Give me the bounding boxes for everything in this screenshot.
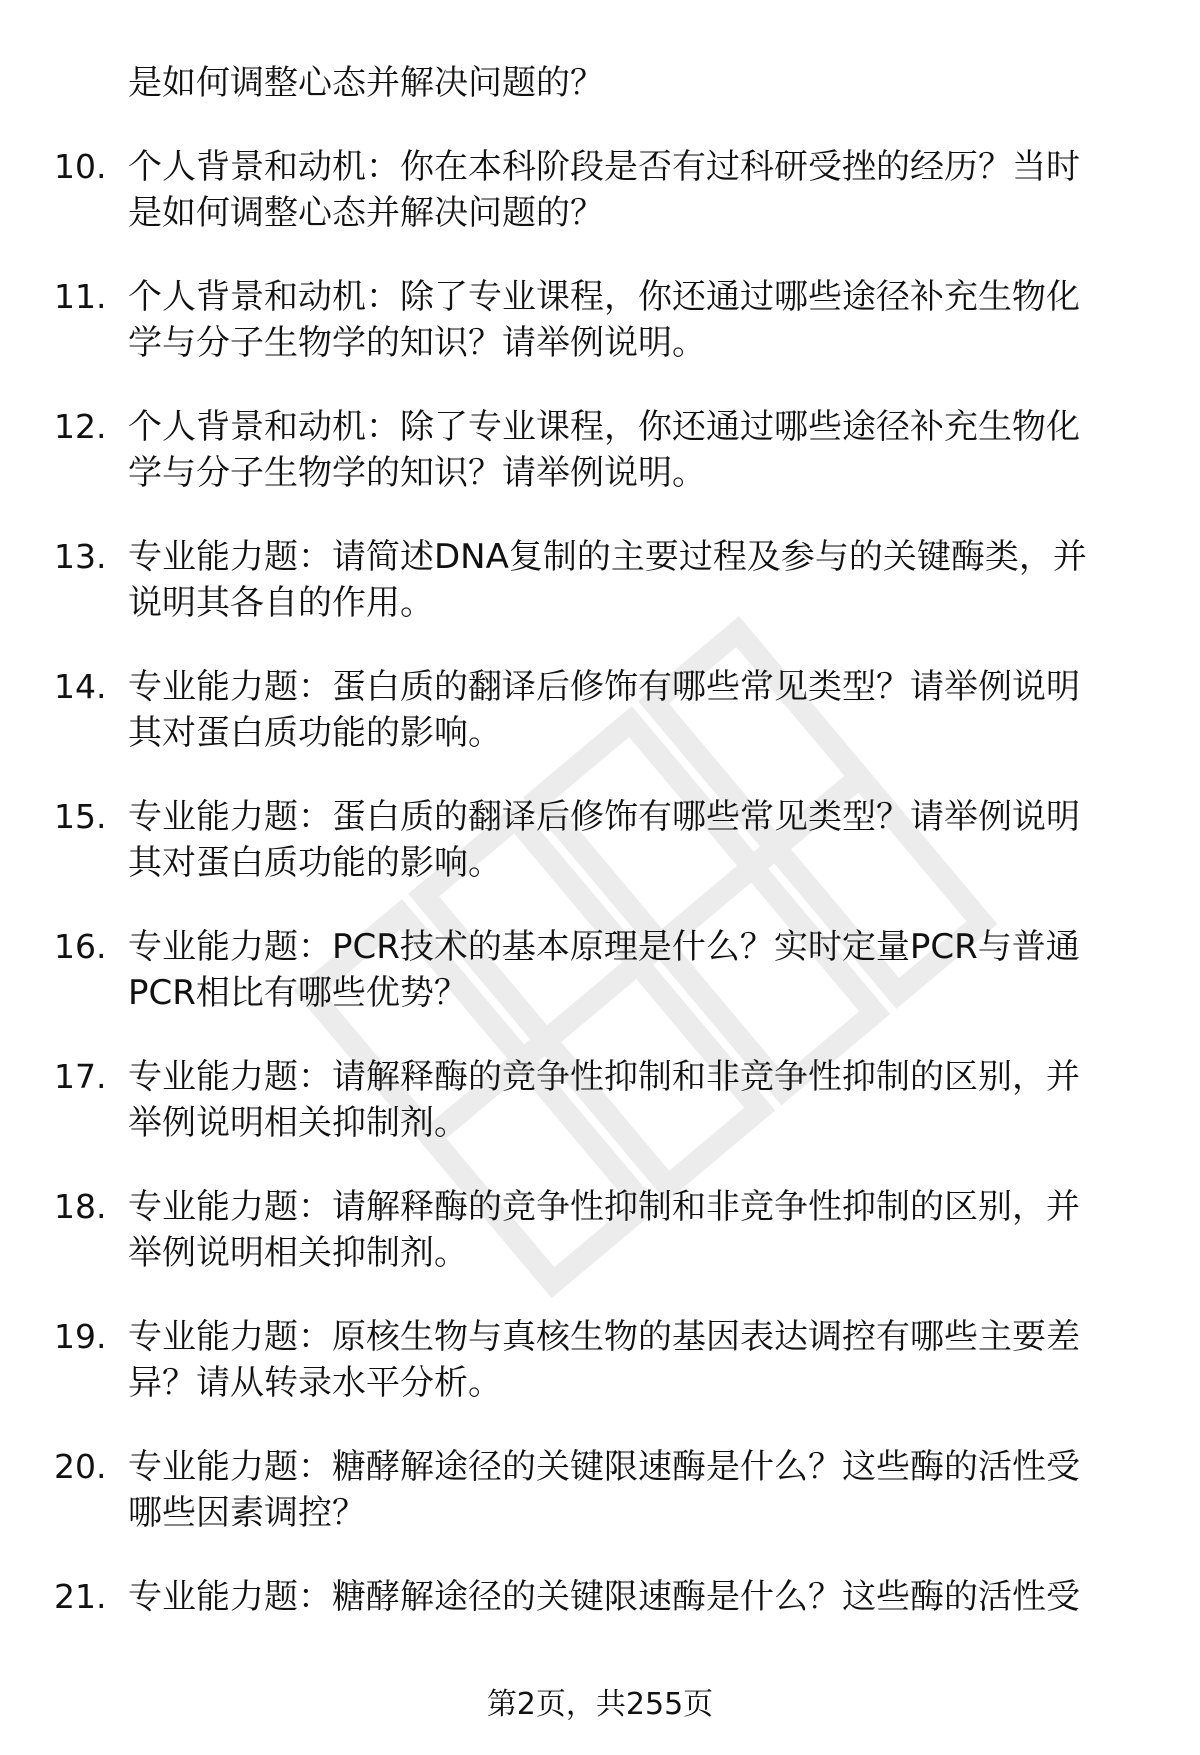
item-text-line: 个人背景和动机：你在本科阶段是否有过科研受挫的经历？当时 (128, 147, 1080, 187)
question-list-content (0, 60, 1200, 1620)
list-item (0, 924, 1200, 1016)
item-text-line: 其对蛋白质功能的影响。 (128, 843, 502, 883)
item-text-line: 异？请从转录水平分析。 (128, 1363, 502, 1403)
item-text-line: 是如何调整心态并解决问题的？ (128, 193, 604, 233)
item-text-line: 其对蛋白质功能的影响。 (128, 713, 502, 753)
list-item (0, 274, 1200, 366)
list-item (0, 404, 1200, 496)
item-text-line: 专业能力题：蛋白质的翻译后修饰有哪些常见类型？请举例说明 (128, 797, 1080, 837)
item-text-line: 学与分子生物学的知识？请举例说明。 (128, 453, 706, 493)
item-text-line: 专业能力题：请解释酶的竞争性抑制和非竞争性抑制的区别，并 (128, 1187, 1080, 1227)
list-item (0, 1574, 1200, 1620)
item-text-line: 专业能力题：原核生物与真核生物的基因表达调控有哪些主要差 (128, 1317, 1080, 1357)
item-number: 16. (54, 927, 107, 966)
item-number: 12. (54, 407, 107, 446)
question-list (0, 144, 1200, 1620)
page-footer: 第2页，共255页 (486, 1687, 714, 1722)
item-number: 17. (54, 1057, 107, 1096)
item-number: 11. (54, 277, 107, 316)
list-item (0, 1184, 1200, 1276)
list-item (0, 144, 1200, 236)
item-text-line: 专业能力题：蛋白质的翻译后修饰有哪些常见类型？请举例说明 (128, 667, 1080, 707)
item-text-line: 举例说明相关抑制剂。 (128, 1233, 468, 1273)
item-number: 20. (54, 1447, 107, 1486)
item-number: 10. (54, 147, 107, 186)
item-number: 14. (54, 667, 107, 706)
item-text-line: 说明其各自的作用。 (128, 583, 434, 623)
item-number: 13. (54, 537, 107, 576)
item-text-line: 专业能力题：请解释酶的竞争性抑制和非竞争性抑制的区别，并 (128, 1057, 1080, 1097)
list-item (0, 534, 1200, 626)
item-text-line: 专业能力题：糖酵解途径的关键限速酶是什么？这些酶的活性受 (128, 1447, 1080, 1487)
item-number: 19. (54, 1317, 107, 1356)
item-text-line: 专业能力题：PCR技术的基本原理是什么？实时定量PCR与普通 (128, 927, 1080, 967)
item-text-line: PCR相比有哪些优势？ (128, 973, 468, 1013)
item-text-line: 个人背景和动机：除了专业课程，你还通过哪些途径补充生物化 (128, 277, 1080, 317)
item-number: 18. (54, 1187, 107, 1226)
continuation-line: 是如何调整心态并解决问题的？ (128, 63, 604, 103)
item-number: 21. (54, 1577, 107, 1616)
item-text-line: 学与分子生物学的知识？请举例说明。 (128, 323, 706, 363)
item-number: 15. (54, 797, 107, 836)
item-text-line: 举例说明相关抑制剂。 (128, 1103, 468, 1143)
list-item (0, 664, 1200, 756)
list-item (0, 794, 1200, 886)
list-item (0, 1444, 1200, 1536)
item-text-line: 个人背景和动机：除了专业课程，你还通过哪些途径补充生物化 (128, 407, 1080, 447)
list-item (0, 1054, 1200, 1146)
item-text-line: 哪些因素调控？ (128, 1493, 366, 1533)
list-item (0, 1314, 1200, 1406)
item-text-line: 专业能力题：请简述DNA复制的主要过程及参与的关键酶类，并 (128, 537, 1087, 577)
item-text-line: 专业能力题：糖酵解途径的关键限速酶是什么？这些酶的活性受 (128, 1577, 1080, 1617)
